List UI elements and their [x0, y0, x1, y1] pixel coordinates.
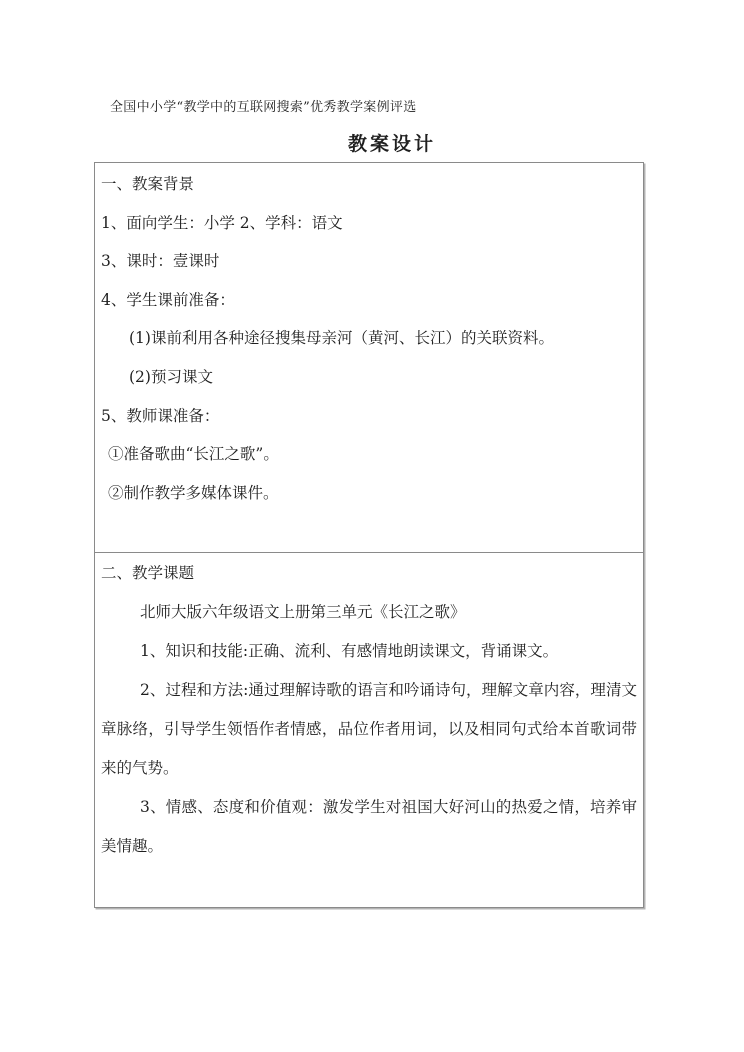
- para-teaching-topic-heading: 二、教学课题: [101, 564, 195, 582]
- para-plan-background-heading: 一、教案背景: [101, 175, 195, 193]
- para-student-prep-heading: 4、学生课前准备：: [101, 290, 235, 309]
- para-class-hours: 3、课时：壹课时: [101, 252, 220, 271]
- para-teacher-prep-heading: 5、教师课准备：: [101, 406, 220, 425]
- para-teacher-prep-item-2: ②制作教学多媒体课件。: [108, 483, 279, 502]
- para-process-methods: 2、过程和方法:通过理解诗歌的语言和吟诵诗句，理解文章内容，理清文章脉络，引导学生领悟作者情感，品位作者用词，以及相同句式给本首歌词带来的气势。: [101, 681, 637, 777]
- lesson-plan-table: [94, 162, 644, 908]
- document-title: 教案设计: [347, 133, 436, 155]
- para-textbook-unit: 北师大版六年级语文上册第三单元《长江之歌》: [140, 603, 466, 621]
- para-student-prep-item-1: (1)课前利用各种途径搜集母亲河（黄河、长江）的关联资料。: [129, 329, 554, 348]
- para-emotion-values: 3、情感、态度和价值观：激发学生对祖国大好河山的热爱之情，培养审美情趣。: [101, 798, 637, 855]
- table-row: [95, 163, 644, 553]
- document-header-line: 全国中小学“教学中的互联网搜索”优秀教学案例评选: [110, 100, 417, 115]
- para-teacher-prep-item-1: ①准备歌曲“长江之歌”。: [108, 445, 279, 464]
- plan-background-cell: [95, 163, 644, 553]
- para-knowledge-skills: 1、知识和技能:正确、流利、有感情地朗读课文，背诵课文。: [140, 642, 559, 660]
- teaching-topic-cell: [95, 553, 644, 908]
- para-students-subject: 1、面向学生：小学 2、学科：语文: [101, 213, 343, 232]
- table-row: [95, 553, 644, 908]
- para-student-prep-item-2: (2)预习课文: [129, 367, 213, 386]
